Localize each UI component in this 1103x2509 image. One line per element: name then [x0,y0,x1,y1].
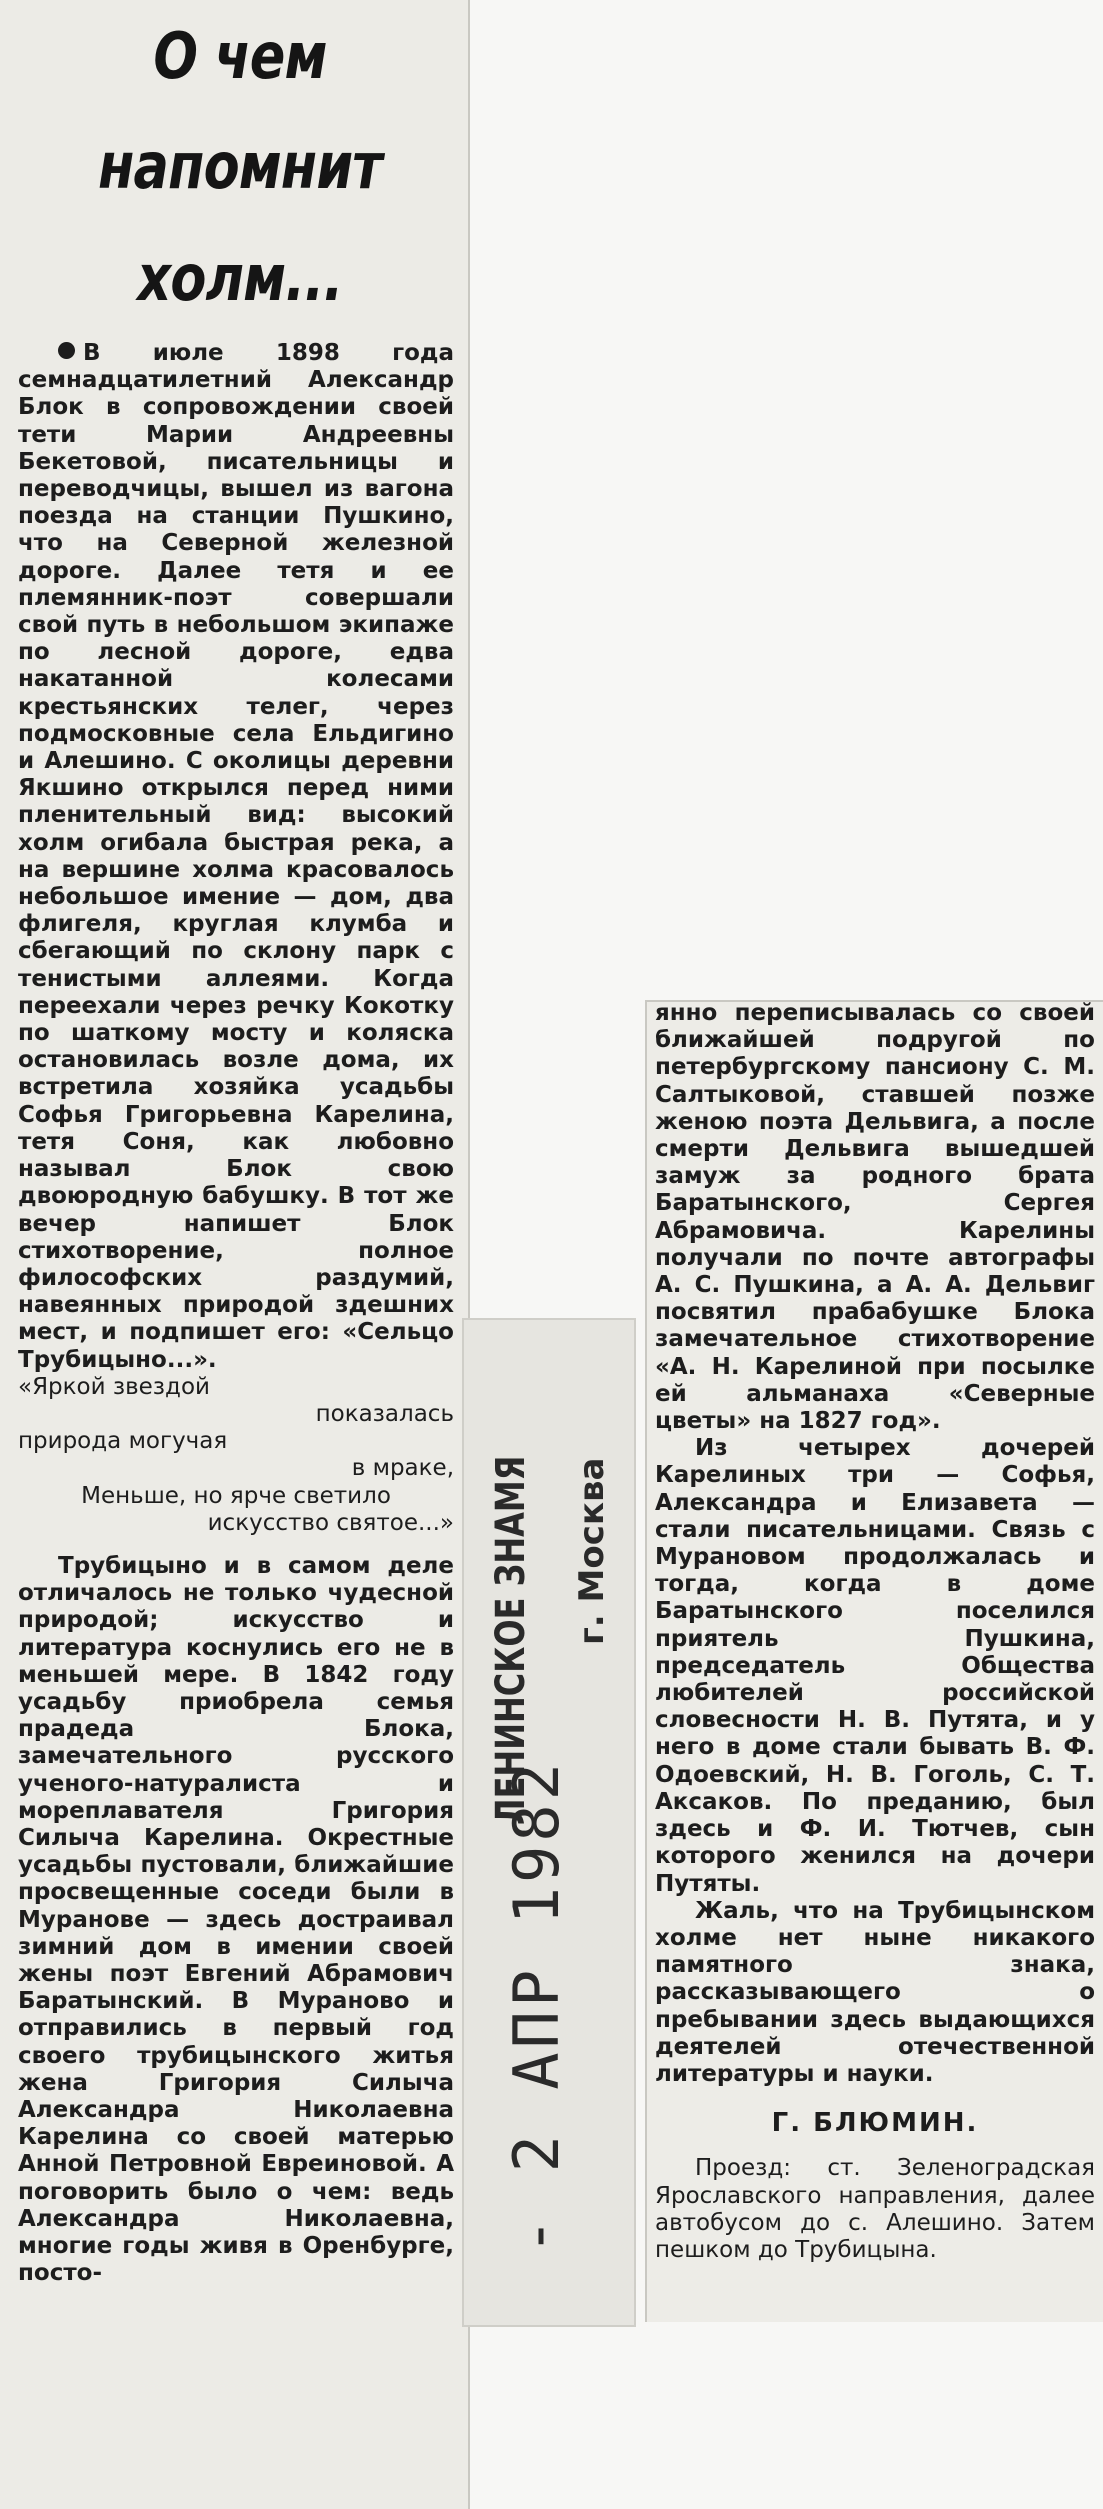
headline-line-2: напомнит [98,130,382,204]
article-paragraph-4: Из четырех дочерей Карелиных три — Софья, Александра и Елизавета — стали писательницами. Связь с Мурановом продолжалась и тогда, когда в доме Баратынского поселился приятель Пушкина, председатель Общества любителей российской словесности Н. В. Путята, и у него в доме стали бывать В. Ф. Одоевский, Н. В. Гоголь, С. Т. Аксаков. По преданию, был здесь и Ф. И. Тютчев, сын которого женился на дочери Путяты. [655,1435,1095,1897]
headline-line-1: О чем [153,20,327,94]
library-date-stamp [462,1318,636,2327]
poem-line-5: Меньше, но ярче светило [81,1482,391,1509]
article-paragraph-1: В июле 1898 года семнадцатилетний Александр Блок в сопровождении своей тети Марии Андреевны Бекетовой, писательницы и переводчицы, вышел из вагона поезда на станции Пушкино, что на Северной железной дороге. Далее тетя и ее племянник-поэт совершали свой путь в небольшом экипаже по лесной дороге, едва накатанной колесами крестьянских телег, через подмосковные села Ельдигино и Алешино. С околицы деревни Якшино открылся перед ними пленительный вид: высокий холм огибала быстрая река, а на вершине холма красовалось небольшое имение — дом, два флигеля, круглая клумба и сбегающий по склону парк с тенистыми аллеями. Когда переехали через речку Кокотку по шаткому мосту и коляска остановилась возле дома, их встретила хозяйка усадьбы Софья Григорьевна Карелина, тетя Соня, как любовно называл Блок свою двоюродную бабушку. В тот же вечер напишет Блок стихотворение, полное философских раздумий, навеянных природой здешних мест, и подпишет его: «Сельцо Трубицыно...». [18,340,454,1373]
blok-poem-quote [18,1374,454,1537]
headline-line-3: холм... [137,242,343,316]
article-paragraph-5: Жаль, что на Трубицынском холме нет ныне никакого памятного знака, рассказывающего о пребывании здесь выдающихся деятелей отечественной литературы и науки. [655,1897,1095,2087]
travel-directions: Проезд: ст. Зеленоградская Ярославского направления, далее автобусом до с. Алешино. Затем пешком до Трубицына. [655,2155,1095,2263]
article-author: Г. БЛЮМИН. [771,2108,979,2139]
article-paragraph-3: янно переписывалась со своей ближайшей подругой по петербургскому пансиону С. М. Салтыковой, ставшей позже женою поэта Дельвига, а после смерти Дельвига вышедшей замуж за родного брата Баратынского, Сергея Абрамовича. Карелины получали по почте автографы А. С. Пушкина, а А. А. Дельвиг посвятил прабабушке Блока замечательное стихотворение «А. Н. Карелиной при посылке ей альманаха «Северные цветы» на 1827 год». [655,1000,1095,1435]
poem-line-3: природа могучая [18,1428,228,1455]
poem-line-6: искусство святое...» [207,1509,454,1536]
stamp-date: - 2 АПР 1982 [500,1759,573,2255]
bullet-icon [58,342,75,359]
poem-line-4: в мраке, [351,1455,454,1482]
article-right-column [655,1000,1095,2264]
stamp-city: г. Москва [572,1457,612,1645]
article-left-column [18,340,454,2287]
poem-line-1: «Яркой звездой [18,1373,210,1400]
stamp-newspaper-name: ЛЕНИНСКОЕ ЗНАМЯ [488,1455,534,1825]
poem-line-2: показалась [315,1400,454,1427]
article-paragraph-2: Трубицыно и в самом деле отличалось не только чудесной природой; искусство и литература коснулись его не в меньшей мере. В 1842 году усадьбу приобрела семья прадеда Блока, замечательного русского ученого-натуралиста и мореплавателя Григория Силыча Карелина. Окрестные усадьбы пустовали, ближайшие просвещенные соседи были в Муранове — здесь достраивал зимний дом в имении своей жены поэт Евгений Абрамович Баратынский. В Мураново и отправились в первый год своего трубицынского житья жена Григория Силыча Александра Николаевна Карелина со своей матерью Анной Петровной Евреиновой. А поговорить было о чем: ведь Александра Николаевна, многие годы живя в Оренбурге, посто- [18,1552,454,2287]
